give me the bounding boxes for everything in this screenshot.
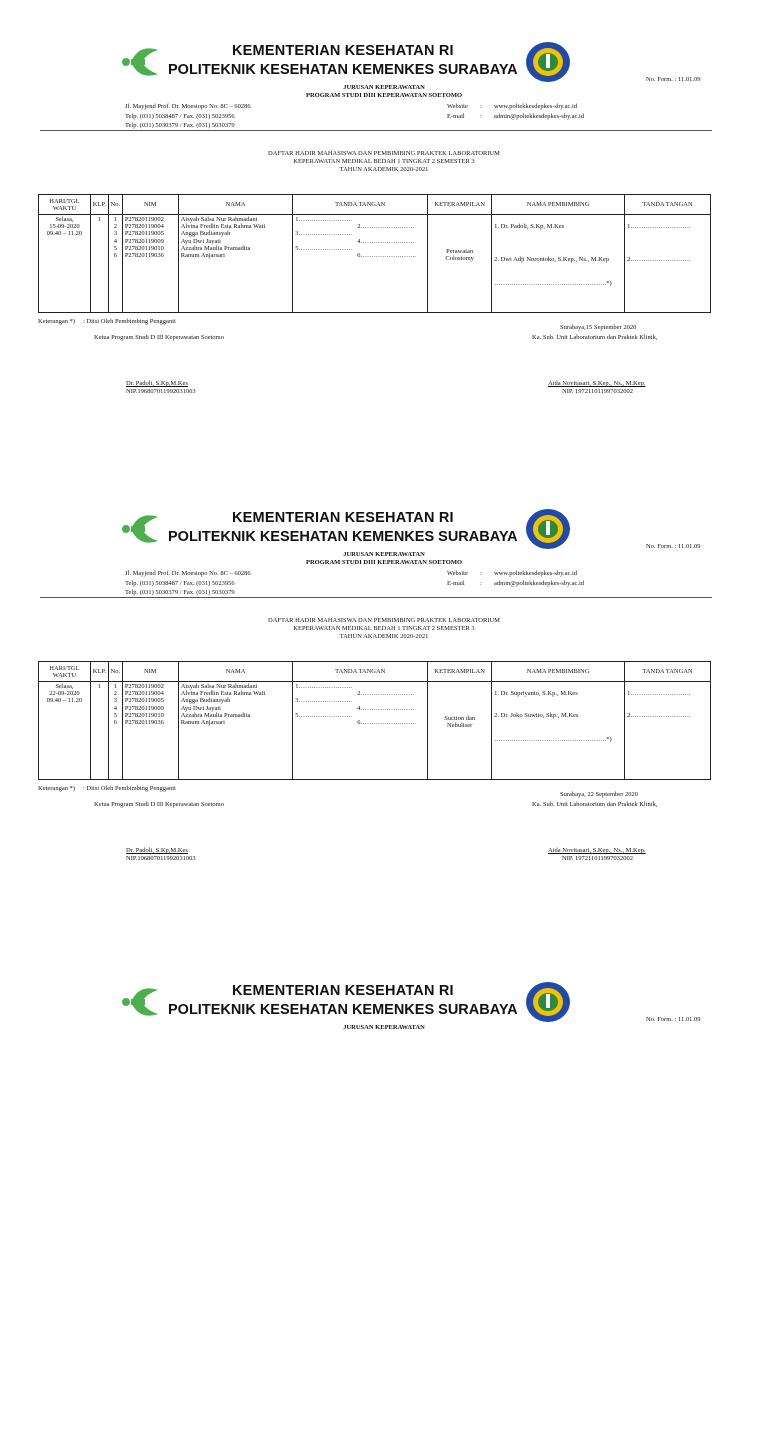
note-value: : Diisi Oleh Pembimbing Pengganti	[83, 318, 176, 325]
student-nim: P27820119036	[124, 252, 164, 260]
student-no: 1	[113, 216, 117, 223]
header-no: No.	[108, 662, 122, 682]
student-signature-line: 5…………………….	[295, 244, 353, 252]
title-line: KEPERAWATAN MEDIKAL BEDAH 1 TINGKAT 2 SEMESTER 3	[293, 158, 475, 165]
student-signature-line: 4…………………….	[357, 237, 415, 245]
program-name: PROGRAM STUDI DIII KEPERAWATAN SOETOMO	[305, 91, 463, 99]
kasub-title: Ka. Sub. Unit Laboratorium dan Praktek Klinik,	[532, 334, 658, 341]
form-number: No. Form. : 11.01.09	[646, 1016, 701, 1023]
signatory-name: Dr. Padoli, S.Kp,M.Kes	[126, 847, 188, 854]
mentor-name: 1. Dr. Padoli, S.Kp, M.Kes	[494, 223, 565, 230]
website-value: www.poltekkesdepkes-sby.ac.id	[494, 570, 578, 577]
email-separator: :	[480, 579, 482, 587]
mentor-cell	[492, 215, 625, 313]
student-signature-line: 6……………………..	[357, 252, 416, 260]
student-signature-line: 4…………………….	[357, 704, 415, 712]
student-no: 3	[113, 697, 117, 705]
header-day: HARI/TGL WAKTU	[39, 195, 91, 215]
header-pembimbing: NAMA PEMBIMBING	[492, 662, 625, 682]
student-no: 2	[113, 690, 117, 698]
student-signature-line: 2…………………….	[357, 690, 415, 698]
header-divider	[40, 130, 712, 131]
signatory-name: Aida Novitasari, S.Kep., Ns., M.Kep.	[548, 380, 646, 387]
address-line: Jl. Mayjend Prof. Dr. Moestopo No. 8C – 60286	[125, 570, 251, 577]
document-title	[0, 150, 768, 174]
student-signature-line: 3…………………….	[295, 697, 353, 705]
contact-block	[447, 102, 584, 121]
email-label: E-mail	[447, 579, 465, 587]
attendance-table	[38, 194, 711, 313]
substitute-mentor-line: …………………………………………….*)	[494, 736, 612, 744]
skill-cell	[428, 215, 492, 313]
note-value: : Diisi Oleh Pembimbing Pengganti	[83, 785, 176, 792]
header-nim: NIM	[122, 662, 178, 682]
student-nim: P27820119004	[124, 690, 164, 698]
title-line: TAHUN AKADEMIK 2020-2021	[339, 633, 429, 640]
department-heading	[0, 551, 768, 566]
student-no: 2	[113, 223, 117, 231]
phone-line: Telp. (031) 5030379 / Fax. (031) 5030379	[125, 122, 235, 129]
header-nama: NAMA	[178, 195, 293, 215]
signatory-nip: NIP.196807011992031003	[126, 387, 196, 395]
poltekkes-emblem-icon	[524, 507, 572, 551]
table-header-row	[39, 195, 711, 215]
klp-cell: 1	[90, 215, 108, 313]
student-name: Azzahra Maulia Pramadita	[180, 711, 251, 719]
email-value: admin@poltekkesdepkes-sby.ac.id	[494, 579, 585, 587]
note	[38, 785, 176, 792]
header-klp: KLP.	[90, 195, 108, 215]
document-page-1	[0, 38, 768, 498]
student-no: 5	[113, 711, 117, 719]
left-signatory	[126, 380, 196, 395]
student-no: 6	[113, 719, 117, 727]
signatory-name: Aida Novitasari, S.Kep., Ns., M.Kep.	[548, 847, 646, 854]
student-signature-line: 5…………………….	[295, 711, 353, 719]
date: 15-09-2020	[49, 223, 80, 231]
mentor-name: 2. Dwi Adji Norontoko, S.Kep., Ns., M.Kep	[494, 256, 609, 264]
phone-line: Telp. (031) 5038487 / Fax. (031) 5023956	[125, 579, 235, 587]
title-line: TAHUN AKADEMIK 2020-2021	[339, 166, 429, 173]
student-nim: P27820119010	[124, 711, 164, 719]
header-signature: TANDA TANGAN	[293, 662, 428, 682]
mentor-signature-line: 1……………………….	[627, 690, 691, 697]
title-line: KEPERAWATAN MEDIKAL BEDAH 1 TINGKAT 2 SEMESTER 3	[293, 625, 475, 632]
email-value: admin@poltekkesdepkes-sby.ac.id	[494, 112, 585, 120]
document-title	[0, 617, 768, 641]
nim-cell	[122, 215, 178, 313]
time: 09.40 – 11.20	[46, 230, 83, 238]
day-cell	[39, 682, 91, 780]
header-divider	[40, 597, 712, 598]
skill-line: Colostomy	[445, 255, 474, 263]
institution-name: POLITEKNIK KESEHATAN KEMENKES SURABAYA	[168, 62, 518, 78]
student-nim: P27820119002	[124, 683, 164, 690]
title-line: DAFTAR HADIR MAHASISWA DAN PEMBIMBING PRAKTEK LABORATORIUM	[268, 617, 500, 624]
student-no: 1	[113, 683, 117, 690]
website-label: Website	[447, 570, 468, 577]
note-label: Keterangan *)	[38, 785, 75, 792]
department-name: JURUSAN KEPERAWATAN	[343, 84, 425, 91]
skill-name	[430, 248, 489, 262]
poltekkes-emblem-icon	[524, 980, 572, 1024]
skill-cell	[428, 682, 492, 780]
signatory-nip: NIP. 197211011997032002	[562, 854, 634, 862]
table-header-row	[39, 662, 711, 682]
header-mentor-signature: TANDA TANGAN	[625, 195, 711, 215]
student-no: 4	[113, 704, 117, 712]
address-line: Jl. Mayjend Prof. Dr. Moestopo No. 8C – 60286	[125, 103, 251, 110]
student-name: Ranum Anjarsari	[180, 719, 225, 727]
student-name: Angga Budiansyah	[180, 230, 231, 238]
mentor-name: 2. Dr. Joko Suwito, Skp., M.Kes	[494, 712, 579, 720]
day: Selasa,	[55, 216, 74, 223]
place-date: Surabaya, 22 September 2020	[560, 791, 638, 798]
name-cell	[178, 682, 293, 780]
form-number: No. Form. : 11.01.09	[646, 543, 701, 550]
name-cell	[178, 215, 293, 313]
ministry-name: KEMENTERIAN KESEHATAN RI	[232, 510, 454, 526]
poltekkes-emblem-icon	[524, 40, 572, 84]
skill-line: Perawatan	[446, 248, 474, 255]
student-name: Ayu Dwi Jayati	[180, 237, 221, 245]
mentor-signature-line: 1……………………….	[627, 223, 691, 230]
department-heading	[0, 84, 768, 99]
student-nim: P27820119002	[124, 216, 164, 223]
department-heading	[0, 1024, 768, 1032]
right-signatory	[548, 847, 646, 862]
ministry-name: KEMENTERIAN KESEHATAN RI	[232, 43, 454, 59]
header-pembimbing: NAMA PEMBIMBING	[492, 195, 625, 215]
student-nim: P27820119036	[124, 719, 164, 727]
form-number: No. Form. : 11.01.09	[646, 76, 701, 83]
no-cell	[108, 215, 122, 313]
header-nama: NAMA	[178, 662, 293, 682]
student-nim: P27820119004	[124, 223, 164, 231]
student-signature-line: 1…………………….	[295, 683, 353, 690]
signatory-nip: NIP. 197211011997032002	[562, 387, 634, 395]
header-mentor-signature: TANDA TANGAN	[625, 662, 711, 682]
student-name: Aisyah Salsa Nur Rahmadani	[180, 216, 258, 223]
header-keterampilan: KETERAMPILAN	[428, 195, 492, 215]
student-name: Azzahra Maulia Pramadita	[180, 244, 251, 252]
student-nim: P27820119009	[124, 704, 164, 712]
website-separator: :	[480, 103, 482, 110]
kemenkes-logo-icon	[118, 982, 162, 1022]
no-cell	[108, 682, 122, 780]
header-klp: KLP.	[90, 662, 108, 682]
student-name: Aisyah Salsa Nur Rahmadani	[180, 683, 258, 690]
note-label: Keterangan *)	[38, 318, 75, 325]
mentor-signature-line: 2……………………….	[627, 256, 691, 264]
student-no: 6	[113, 252, 117, 260]
student-name: Alvina Fredlin Esta Rahma Wati	[180, 223, 266, 231]
student-signature-line: 3…………………….	[295, 230, 353, 238]
note	[38, 318, 176, 325]
mentor-cell	[492, 682, 625, 780]
mentor-name: 1. Dr. Supriyanto, S.Kp., M.Kes	[494, 690, 578, 697]
website-separator: :	[480, 570, 482, 577]
student-no: 3	[113, 230, 117, 238]
header-no: No.	[108, 195, 122, 215]
student-nim: P27820119005	[124, 230, 164, 238]
student-signature-line: 6……………………..	[357, 719, 416, 727]
mentor-signature-line: 2……………………….	[627, 712, 691, 720]
day: Selasa,	[55, 683, 74, 690]
contact-block	[447, 569, 584, 588]
kemenkes-logo-icon	[118, 509, 162, 549]
institution-name: POLITEKNIK KESEHATAN KEMENKES SURABAYA	[168, 529, 518, 545]
skill-line: Nebuliser	[447, 722, 473, 730]
signatory-nip: NIP.196807011992031003	[126, 854, 196, 862]
program-name: PROGRAM STUDI DIII KEPERAWATAN SOETOMO	[305, 558, 463, 566]
address-block	[125, 569, 251, 598]
document-page-3	[0, 978, 768, 1438]
ministry-name: KEMENTERIAN KESEHATAN RI	[232, 983, 454, 999]
student-name: Ayu Dwi Jayati	[180, 704, 221, 712]
student-signature-line: 2…………………….	[357, 223, 415, 231]
header-signature: TANDA TANGAN	[293, 195, 428, 215]
website-value: www.poltekkesdepkes-sby.ac.id	[494, 103, 578, 110]
attendance-table	[38, 661, 711, 780]
signatory-name: Dr. Padoli, S.Kp,M.Kes	[126, 380, 188, 387]
student-name: Angga Budiansyah	[180, 697, 231, 705]
skill-name	[430, 715, 489, 729]
student-no: 4	[113, 237, 117, 245]
mentor-signature-cell	[625, 215, 711, 313]
kaprodi-title: Ketua Program Studi D III Keperawatan Soetomo	[94, 801, 224, 808]
header-keterampilan: KETERAMPILAN	[428, 662, 492, 682]
signature-cell	[293, 215, 428, 313]
website-label: Website	[447, 103, 468, 110]
student-name: Alvina Fredlin Esta Rahma Wati	[180, 690, 266, 698]
email-separator: :	[480, 112, 482, 120]
day-cell	[39, 215, 91, 313]
right-signatory	[548, 380, 646, 395]
student-signature-line: 1…………………….	[295, 216, 353, 223]
header-day: HARI/TGL WAKTU	[39, 662, 91, 682]
student-nim: P27820119009	[124, 237, 164, 245]
table-row	[39, 682, 711, 780]
student-nim: P27820119010	[124, 244, 164, 252]
document-page-2	[0, 505, 768, 965]
address-block	[125, 102, 251, 131]
header-nim: NIM	[122, 195, 178, 215]
kemenkes-logo-icon	[118, 42, 162, 82]
email-label: E-mail	[447, 112, 465, 120]
left-signatory	[126, 847, 196, 862]
mentor-signature-cell	[625, 682, 711, 780]
substitute-mentor-line: …………………………………………….*)	[494, 280, 612, 288]
phone-line: Telp. (031) 5038487 / Fax. (031) 5023956	[125, 112, 235, 120]
kasub-title: Ka. Sub. Unit Laboratorium dan Praktek Klinik,	[532, 801, 658, 808]
nim-cell	[122, 682, 178, 780]
kaprodi-title: Ketua Program Studi D III Keperawatan Soetomo	[94, 334, 224, 341]
student-nim: P27820119005	[124, 697, 164, 705]
student-name: Ranum Anjarsari	[180, 252, 225, 260]
time: 09.40 – 11.20	[46, 697, 83, 705]
skill-line: Suction dan	[444, 715, 476, 722]
department-name: JURUSAN KEPERAWATAN	[343, 551, 425, 558]
date: 22-09-2020	[49, 690, 80, 698]
institution-name: POLITEKNIK KESEHATAN KEMENKES SURABAYA	[168, 1002, 518, 1018]
phone-line: Telp. (031) 5030379 / Fax. (031) 5030379	[125, 589, 235, 596]
table-row	[39, 215, 711, 313]
student-no: 5	[113, 244, 117, 252]
klp-cell: 1	[90, 682, 108, 780]
place-date: Surabaya,15 September 2020	[560, 324, 637, 331]
signature-cell	[293, 682, 428, 780]
title-line: DAFTAR HADIR MAHASISWA DAN PEMBIMBING PRAKTEK LABORATORIUM	[268, 150, 500, 157]
department-name: JURUSAN KEPERAWATAN	[343, 1024, 425, 1031]
